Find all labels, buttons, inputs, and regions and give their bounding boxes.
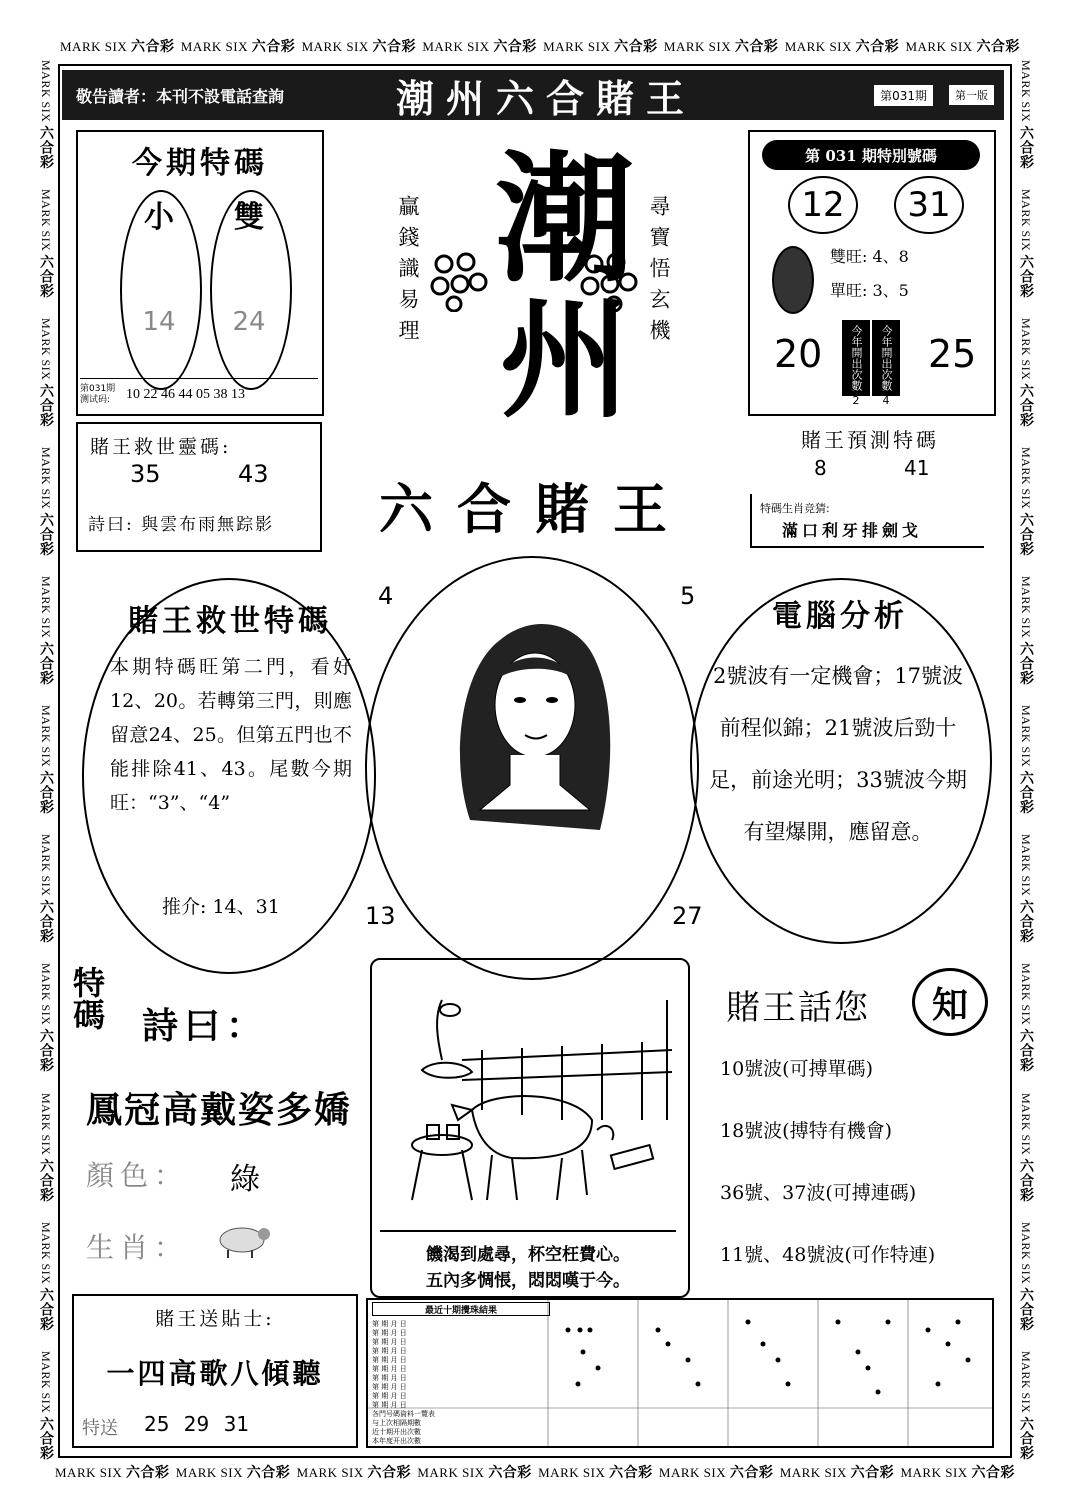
right-number: 24	[232, 307, 266, 337]
watermark: MARK SIX 六合彩	[1018, 1221, 1034, 1331]
footer-line: 各門号碼資料一覽表	[372, 1410, 435, 1418]
tips-box	[72, 1294, 358, 1448]
row-label: 第 期 月 日	[372, 1383, 407, 1391]
special-send-label: 特送	[82, 1418, 118, 1439]
row-label: 第 期 月 日	[372, 1347, 407, 1355]
watermark: MARK SIX 六合彩	[1018, 834, 1034, 944]
king-tells-mark: 知	[912, 968, 988, 1036]
row-label: 第 期 月 日	[372, 1392, 407, 1400]
king-tells-title: 賭王話您	[726, 988, 870, 1028]
watermark: MARK SIX 六合彩	[296, 1465, 412, 1481]
illustration-box	[370, 958, 690, 1298]
special-this-issue-box	[76, 130, 324, 416]
watermark: MARK SIX 六合彩	[55, 1465, 170, 1481]
watermark: MARK SIX 六合彩	[1018, 963, 1034, 1073]
notice-text: 敬告讀者：本刊不設電話查詢	[76, 86, 285, 106]
king-predict-title: 賭王預測特碼	[801, 428, 939, 452]
watermark: MARK SIX 六合彩	[38, 963, 54, 1073]
corner-number-tl: 4	[378, 582, 394, 610]
watermark: MARK SIX 六合彩	[784, 39, 900, 55]
right-vertical-poem: 尋寶悟玄機	[647, 195, 671, 350]
watermark: MARK SIX 六合彩	[658, 1465, 774, 1481]
footer-line: 近十期开出次數	[372, 1428, 421, 1436]
small-label: 小	[144, 200, 174, 235]
watermark: MARK SIX 六合彩	[180, 39, 296, 55]
watermark: MARK SIX 六合彩	[38, 1350, 54, 1460]
subtitle-six-gamble-king: 六合賭王	[379, 476, 691, 541]
left-vertical-poem: 贏錢識易理	[396, 195, 420, 350]
issue-number: 第031期	[874, 85, 933, 106]
king-tells-item: 18號波(搏特有機會)	[720, 1120, 893, 1142]
results-row-labels	[372, 1320, 432, 1410]
special-numbers-title: 第 031 期特別號碼	[762, 140, 980, 170]
sheep-icon	[212, 1220, 272, 1260]
save-world-special-title: 賭王救世特碼	[128, 604, 332, 639]
king-tells-item: 11號、48號波(可作特連)	[720, 1244, 936, 1266]
poem-line: 鳳冠高戴姿多嬌	[86, 1089, 353, 1131]
results-table-title: 最近十期攪珠結果	[372, 1302, 550, 1316]
year-count-b: 今年開出次數	[872, 320, 900, 396]
watermark: MARK SIX 六合彩	[905, 39, 1020, 55]
save-world-poem: 詩曰: 與雲布雨無踪影	[88, 515, 275, 535]
zodiac-guess-text: 滿口利牙排劍戈	[782, 521, 923, 540]
watermark: MARK SIX 六合彩	[175, 1465, 291, 1481]
save-world-code-box	[76, 422, 322, 552]
watermark: MARK SIX 六合彩	[543, 39, 658, 55]
row-label: 第 期 月 日	[372, 1356, 407, 1364]
test-code-label: 第031期 测试码:	[80, 384, 116, 405]
king-tells-item: 10號波(可搏單碼)	[720, 1058, 874, 1080]
left-watermark-strip	[32, 60, 56, 1460]
corner-number-tr: 5	[680, 582, 696, 610]
watermark: MARK SIX 六合彩	[38, 834, 54, 944]
tips-line: 一四高歌八傾聽	[106, 1357, 324, 1390]
watermark: MARK SIX 六合彩	[1018, 60, 1034, 170]
zodiac-guess-label: 特碼生肖竞猜:	[760, 502, 830, 515]
watermark: MARK SIX 六合彩	[1018, 447, 1034, 557]
computer-analysis-title: 電腦分析	[772, 599, 908, 634]
pig-fence-illustration	[392, 980, 672, 1220]
watermark: MARK SIX 六合彩	[38, 60, 54, 170]
year-count-a-value: 2	[852, 394, 860, 407]
zodiac-ball	[772, 246, 814, 314]
watermark: MARK SIX 六合彩	[38, 447, 54, 557]
watermark: MARK SIX 六合彩	[538, 1465, 653, 1481]
title-char-chao: 潮	[494, 138, 635, 302]
row-label: 第 期 月 日	[372, 1320, 407, 1328]
watermark: MARK SIX 六合彩	[417, 1465, 532, 1481]
results-table-box	[366, 1298, 994, 1448]
edition-label: 第一版	[949, 85, 994, 105]
test-codes: 10 22 46 44 05 38 13	[126, 387, 245, 402]
results-table-footer	[372, 1410, 542, 1446]
computer-analysis-body: 2號波有一定機會；17號波前程似錦；21號波后勁十足，前途光明；33號波今期有望爆開，應留意。	[709, 664, 967, 844]
watermark: MARK SIX 六合彩	[38, 1221, 54, 1331]
king-tells-item: 36號、37波(可搏連碼)	[720, 1182, 917, 1204]
title-char-zhou: 州	[499, 283, 630, 436]
special-code-side-label: 特碼	[68, 966, 106, 1030]
watermark: MARK SIX 六合彩	[38, 1092, 54, 1202]
save-world-num-a: 35	[130, 460, 161, 488]
king-predict-box	[748, 420, 992, 552]
row-label: 第 期 月 日	[372, 1338, 407, 1346]
caption-line-1: 饑渴到處尋，杯空枉費心。	[426, 1245, 630, 1265]
watermark: MARK SIX 六合彩	[1018, 1350, 1034, 1460]
double-prosperous: 雙旺: 4、8	[830, 247, 909, 266]
save-world-num-b: 43	[238, 460, 269, 488]
watermark: MARK SIX 六合彩	[1018, 705, 1034, 815]
tips-title: 賭王送貼士:	[155, 1308, 275, 1330]
left-number: 14	[142, 307, 176, 337]
single-prosperous: 單旺: 3、5	[830, 281, 909, 300]
year-count-b-value: 4	[882, 394, 890, 407]
zodiac-guess-frame	[750, 494, 984, 548]
top-watermark-strip	[60, 36, 1020, 56]
special-number-3: 20	[774, 332, 823, 376]
watermark: MARK SIX 六合彩	[38, 705, 54, 815]
color-value: 綠	[230, 1162, 260, 1197]
test-code-row	[80, 378, 318, 411]
year-count-a: 今年開出次數	[842, 320, 870, 396]
watermark: MARK SIX 六合彩	[38, 318, 54, 428]
watermark: MARK SIX 六合彩	[1018, 1092, 1034, 1202]
special-numbers-box	[748, 130, 996, 416]
corner-number-bl: 13	[365, 902, 396, 930]
row-label: 第 期 月 日	[372, 1401, 407, 1409]
watermark: MARK SIX 六合彩	[663, 39, 779, 55]
watermark: MARK SIX 六合彩	[60, 39, 175, 55]
watermark: MARK SIX 六合彩	[422, 39, 537, 55]
footer-line: 与上次相隔期數	[372, 1419, 421, 1427]
watermark: MARK SIX 六合彩	[900, 1465, 1015, 1481]
coin-cluster-right	[578, 250, 640, 312]
corner-number-br: 27	[672, 902, 703, 930]
bottom-watermark-strip	[55, 1462, 1015, 1482]
king-predict-b: 41	[904, 456, 930, 480]
double-label: 雙	[234, 200, 264, 235]
caption-frame	[380, 1230, 676, 1290]
king-predict-a: 8	[814, 456, 827, 480]
watermark: MARK SIX 六合彩	[301, 39, 417, 55]
watermark: MARK SIX 六合彩	[38, 576, 54, 686]
color-label: 顏色：	[86, 1159, 189, 1192]
page-header	[62, 70, 1004, 120]
watermark: MARK SIX 六合彩	[1018, 576, 1034, 686]
portrait-image	[440, 610, 620, 850]
save-world-title: 賭王救世靈碼:	[90, 436, 232, 458]
save-world-recommend: 推介: 14、31	[162, 896, 280, 918]
right-watermark-strip	[1012, 60, 1036, 1460]
caption-line-2: 五內多惆悵，悶悶嘆于今。	[426, 1271, 630, 1291]
save-world-special-body: 本期特碼旺第二門，看好12、20。若轉第三門，則應留意24、25。但第五門也不能排除41、43。尾數今期旺：“3”、“4”	[110, 656, 352, 814]
watermark: MARK SIX 六合彩	[779, 1465, 895, 1481]
footer-line: 本年度开出次數	[372, 1437, 421, 1445]
paper-title: 潮州六合賭王	[396, 75, 697, 121]
special-number-1: 12	[788, 176, 858, 234]
zodiac-label: 生肖：	[86, 1231, 189, 1264]
row-label: 第 期 月 日	[372, 1329, 407, 1337]
special-number-2: 31	[894, 176, 964, 234]
row-label: 第 期 月 日	[372, 1374, 407, 1382]
row-label: 第 期 月 日	[372, 1365, 407, 1373]
coin-cluster-left	[428, 250, 490, 312]
special-number-4: 25	[928, 332, 977, 376]
special-send-numbers: 25 29 31	[144, 1412, 250, 1436]
watermark: MARK SIX 六合彩	[1018, 318, 1034, 428]
watermark: MARK SIX 六合彩	[38, 189, 54, 299]
special-title: 今期特碼	[132, 146, 268, 181]
watermark: MARK SIX 六合彩	[1018, 189, 1034, 299]
poem-title: 詩曰：	[142, 1005, 269, 1047]
